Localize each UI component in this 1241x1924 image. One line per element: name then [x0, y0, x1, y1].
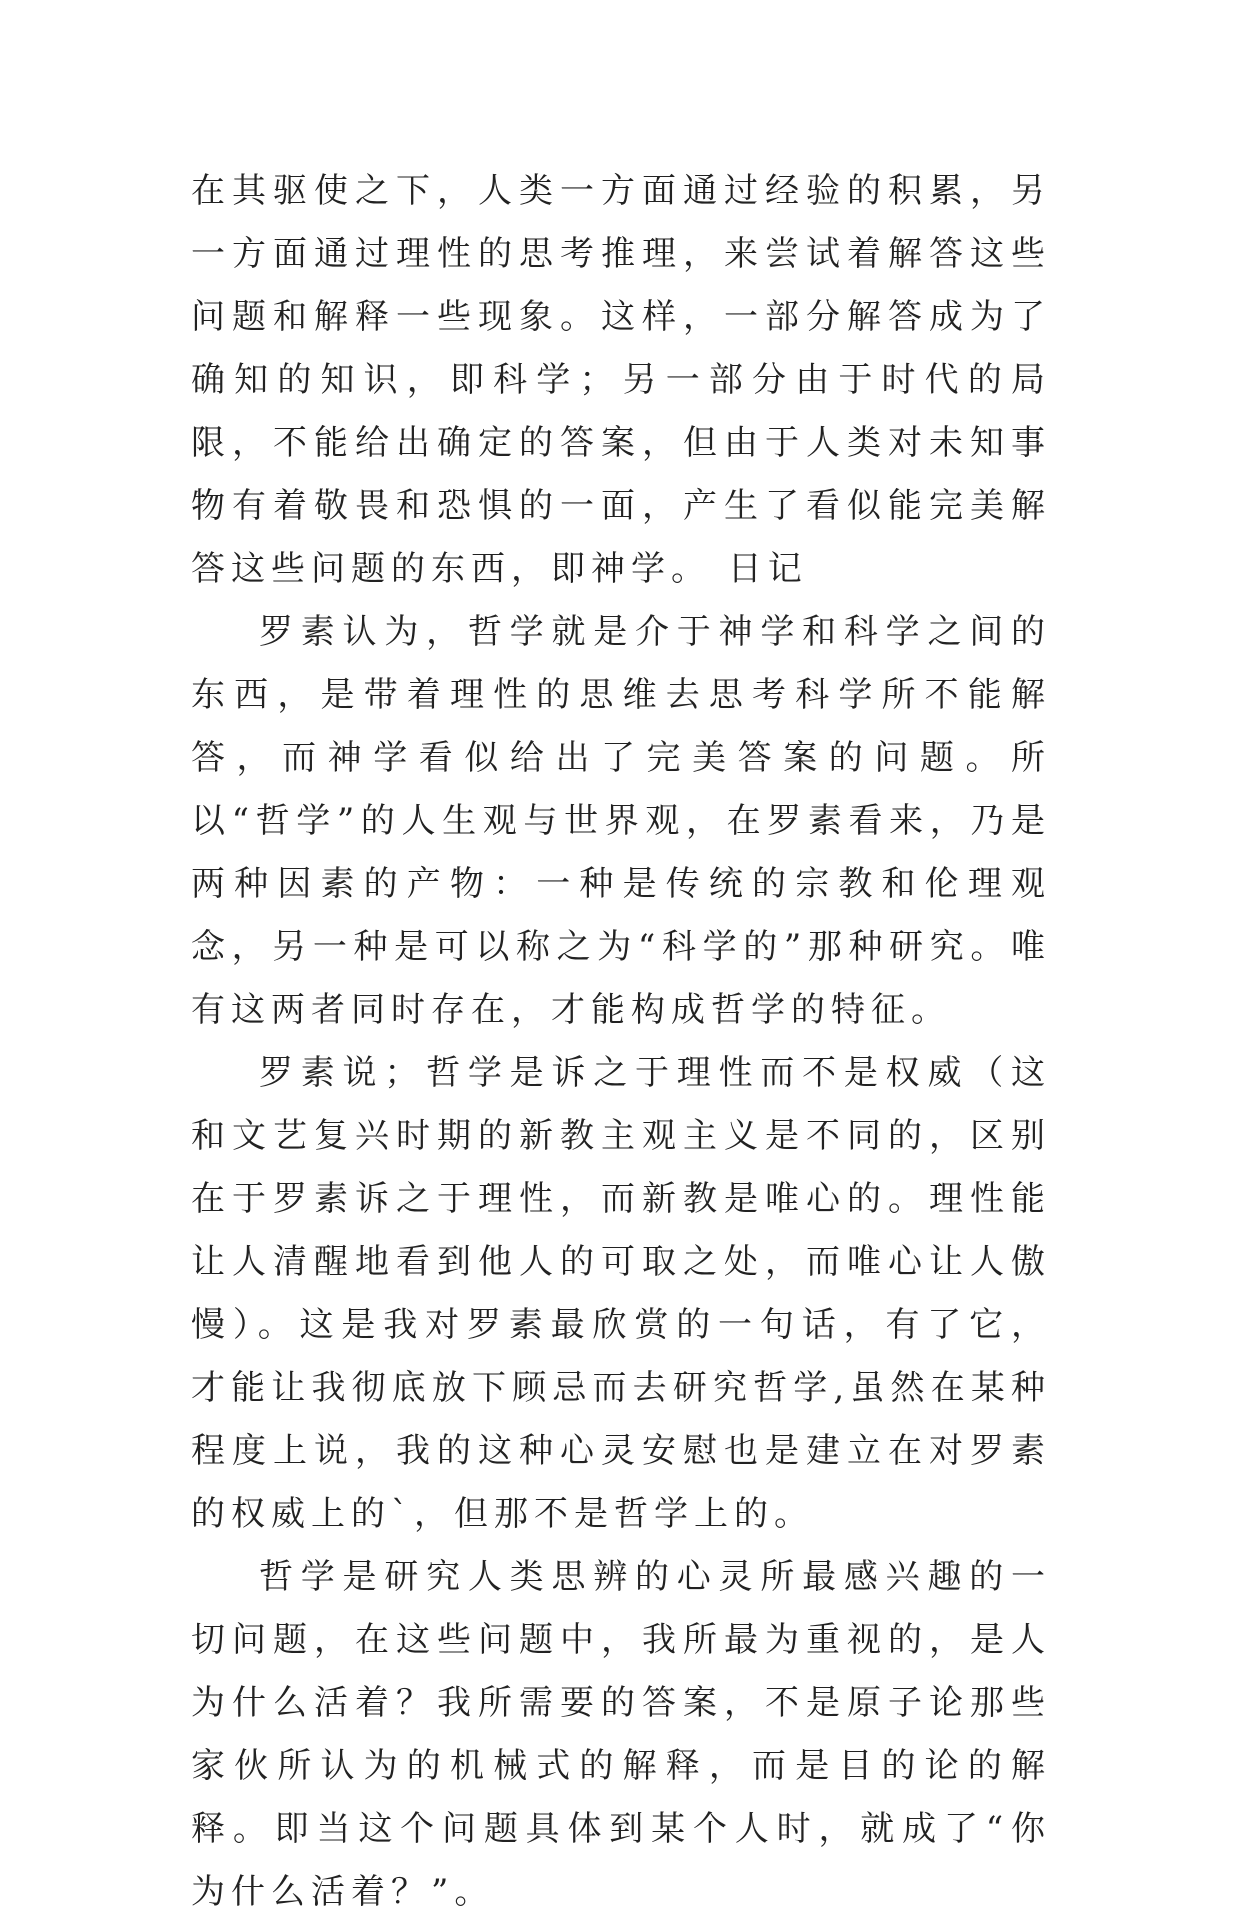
paragraph-3: 罗素说；哲学是诉之于理性而不是权威（这和文艺复兴时期的新教主观主义是不同的，区别在于罗素诉之于理性，而新教是唯心的。理性能让人清醒地看到他人的可取之处，而唯心让人傲慢）。这是我对罗素最欣赏的一句话，有了它，才能让我彻底放下顾忌而去研究哲学,虽然在某种程度上说，我的这种心灵安慰也是建立在对罗素的权威上的`，但那不是哲学上的。 — [191, 1053, 1051, 1534]
paragraph-1: 在其驱使之下，人类一方面通过经验的积累，另一方面通过理性的思考推理，来尝试着解答这些问题和解释一些现象。这样，一部分解答成为了确知的知识，即科学；另一部分由于时代的局限，不能给出确定的答案，但由于人类对未知事物有着敬畏和恐惧的一面，产生了看似能完美解答这些问题的东西，即神学。 日记 — [191, 171, 1051, 589]
paragraph-4: 哲学是研究人类思辨的心灵所最感兴趣的一切问题，在这些问题中，我所最为重视的，是人为什么活着？我所需要的答案，不是原子论那些家伙所认为的机械式的解释，而是目的论的解释。即当这个问题具体到某个人时，就成了“你为什么活着？”。 — [191, 1557, 1051, 1912]
document-body — [191, 160, 1051, 1924]
paragraph-2: 罗素认为，哲学就是介于神学和科学之间的东西，是带着理性的思维去思考科学所不能解答，而神学看似给出了完美答案的问题。所以“哲学”的人生观与世界观，在罗素看来，乃是两种因素的产物：一种是传统的宗教和伦理观念，另一种是可以称之为“科学的”那种研究。唯有这两者同时存在，才能构成哲学的特征。 — [191, 612, 1051, 1030]
